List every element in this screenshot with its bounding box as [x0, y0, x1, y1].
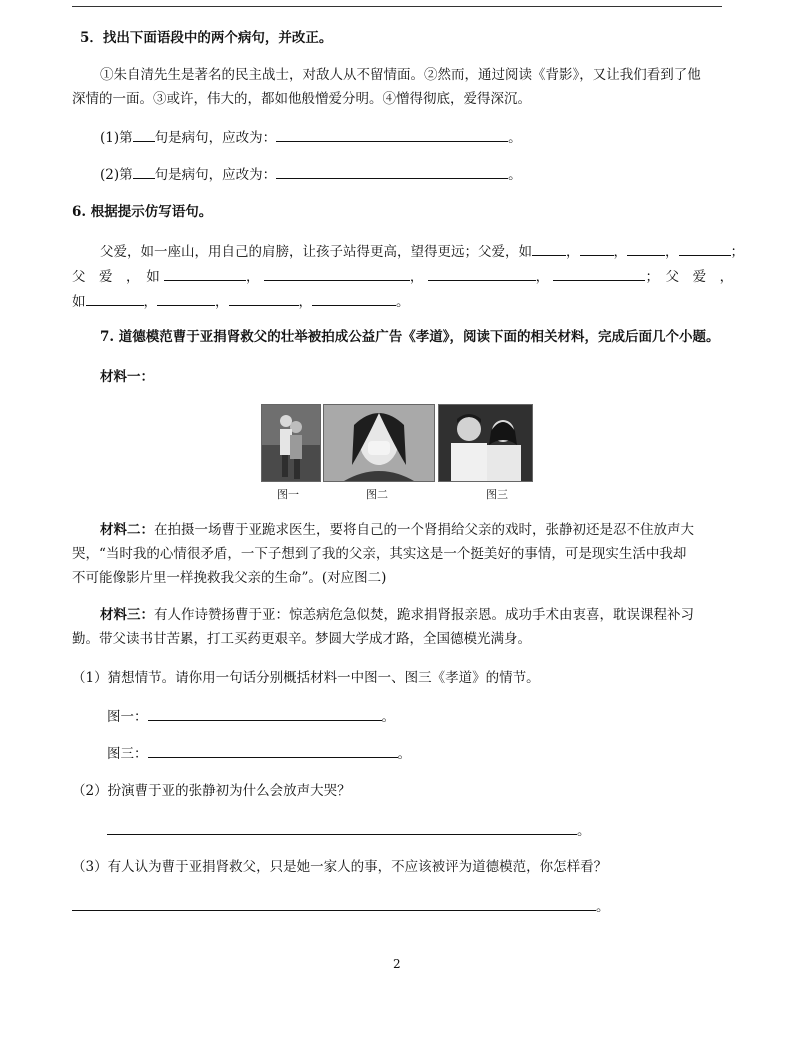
q6-blank-2[interactable] [580, 241, 614, 256]
q7-title: 7. 道德模范曹于亚捐肾救父的壮举被拍成公益广告《孝道》，阅读下面的相关材料，完成后面几个小题。 [100, 329, 720, 345]
sub3-answer-blank[interactable] [72, 896, 596, 911]
q5-title: 5．找出下面语段中的两个病句，并改正。 [80, 30, 333, 46]
q7-sub1: （1）猜想情节。请你用一句话分别概括材料一中图一、图三《孝道》的情节。 [72, 670, 540, 686]
q6-line1 [100, 241, 744, 261]
q5-ans2-prefix: (2)第 [100, 167, 133, 183]
caption-fig-3: 图三 [486, 488, 508, 501]
photo-1-image [261, 404, 321, 482]
q6-comma: ， [215, 294, 229, 310]
q6-comma: ， [566, 244, 580, 260]
fig1-answer-blank[interactable] [148, 706, 382, 721]
q6-blank-11[interactable] [229, 291, 299, 306]
q6-title: 6. 根据提示仿写语句。 [72, 204, 213, 220]
q5-ans2-correction-blank[interactable] [276, 164, 508, 179]
q6-blank-8[interactable] [553, 266, 645, 281]
q6-comma: ， [613, 244, 627, 260]
material-3-text1: 有人作诗赞扬曹于亚：惊恙病危急似焚，跪求捐肾报亲恩。成功手术由衷喜，耽误课程补习 [154, 607, 694, 623]
q6-line1-text: 父爱，如一座山，用自己的肩膀，让孩子站得更高，望得更远；父爱，如 [100, 244, 532, 260]
q6-blank-5[interactable] [164, 266, 246, 281]
fig3-answer-blank[interactable] [148, 743, 398, 758]
sub3-answer [72, 896, 610, 916]
q5-ans2-label: 句是病句，应改为： [154, 167, 277, 183]
sub2-answer-blank[interactable] [107, 820, 577, 835]
q6-blank-7[interactable] [428, 266, 536, 281]
q7-sub2: （2）扮演曹于亚的张静初为什么会放声大哭？ [72, 783, 351, 799]
photo-3-image [438, 404, 533, 482]
q6-semicolon: ； [730, 244, 744, 260]
q6-line2-start: 父 爱 ， 如 [72, 269, 160, 285]
q6-comma: ， [535, 269, 550, 285]
q7-sub3: （3）有人认为曹于亚捐肾救父，只是她一家人的事，不应该被评为道德模范，你怎样看？ [72, 859, 608, 875]
fig3-answer [107, 743, 411, 763]
q6-blank-4[interactable] [679, 241, 731, 256]
q5-ans1-label: 句是病句，应改为： [154, 130, 277, 146]
q6-line2-mid: ； 父 爱 ， [645, 269, 734, 285]
caption-fig-1: 图一 [277, 488, 299, 501]
q6-comma: ， [665, 244, 679, 260]
q5-answer-2 [100, 164, 522, 184]
material-2-line3: 不可能像影片里一样挽救我父亲的生命”。(对应图二) [72, 570, 387, 586]
top-rule [72, 6, 722, 7]
q6-comma: ， [409, 269, 424, 285]
q5-ans1-end: 。 [508, 130, 522, 146]
q5-ans1-prefix: (1)第 [100, 130, 133, 146]
fig1-label: 图一： [107, 709, 148, 725]
q5-ans1-number-blank[interactable] [133, 127, 155, 142]
fig3-end: 。 [397, 746, 411, 762]
page-number: 2 [393, 957, 401, 971]
photo-2-image [323, 404, 435, 482]
q6-line3-start: 如 [72, 294, 86, 310]
q6-blank-9[interactable] [86, 291, 144, 306]
q6-line3 [72, 291, 410, 311]
q5-text-line1: ①朱自清先生是著名的民主战士，对敌人从不留情面。②然而，通过阅读《背影》，又让我们看到了他 [100, 67, 701, 83]
material-1-label: 材料一： [100, 369, 154, 385]
q6-line2 [72, 266, 733, 286]
q6-blank-12[interactable] [312, 291, 396, 306]
sub2-answer [107, 820, 591, 840]
q5-text-line2: 深情的一面。③或许，伟大的，都如他般憎爱分明。④憎得彻底，爱得深沉。 [72, 91, 531, 107]
q6-end: 。 [396, 294, 410, 310]
q6-blank-6[interactable] [264, 266, 410, 281]
q6-blank-1[interactable] [532, 241, 566, 256]
material-3-label: 材料三： [100, 607, 154, 623]
fig1-end: 。 [381, 709, 395, 725]
material-2-text1: 在拍摄一场曹于亚跪求医生，要将自己的一个肾捐给父亲的戏时，张静初还是忍不住放声大 [154, 522, 694, 538]
fig1-answer [107, 706, 395, 726]
q6-comma: ， [246, 269, 260, 285]
q5-answer-1 [100, 127, 522, 147]
material-3-line2: 勤。带父读书甘苦累，打工买药更艰辛。梦圆大学成才路，全国德模光满身。 [72, 631, 531, 647]
q5-ans2-number-blank[interactable] [133, 164, 155, 179]
material-2-line1 [100, 521, 694, 539]
q6-comma: ， [143, 294, 157, 310]
q5-ans1-correction-blank[interactable] [276, 127, 508, 142]
sub3-end: 。 [596, 899, 610, 915]
q6-comma: ， [298, 294, 312, 310]
q6-blank-3[interactable] [627, 241, 665, 256]
material-3-line1 [100, 606, 694, 624]
q5-ans2-end: 。 [508, 167, 522, 183]
material-2-label: 材料二： [100, 522, 154, 538]
fig3-label: 图三： [107, 746, 148, 762]
q6-blank-10[interactable] [157, 291, 215, 306]
caption-fig-2: 图二 [366, 488, 388, 501]
sub2-end: 。 [577, 823, 591, 839]
material-2-line2: 哭，“当时我的心情很矛盾，一下子想到了我的父亲，其实这是一个挺美好的事情，可是现实生活中我却 [72, 546, 687, 562]
